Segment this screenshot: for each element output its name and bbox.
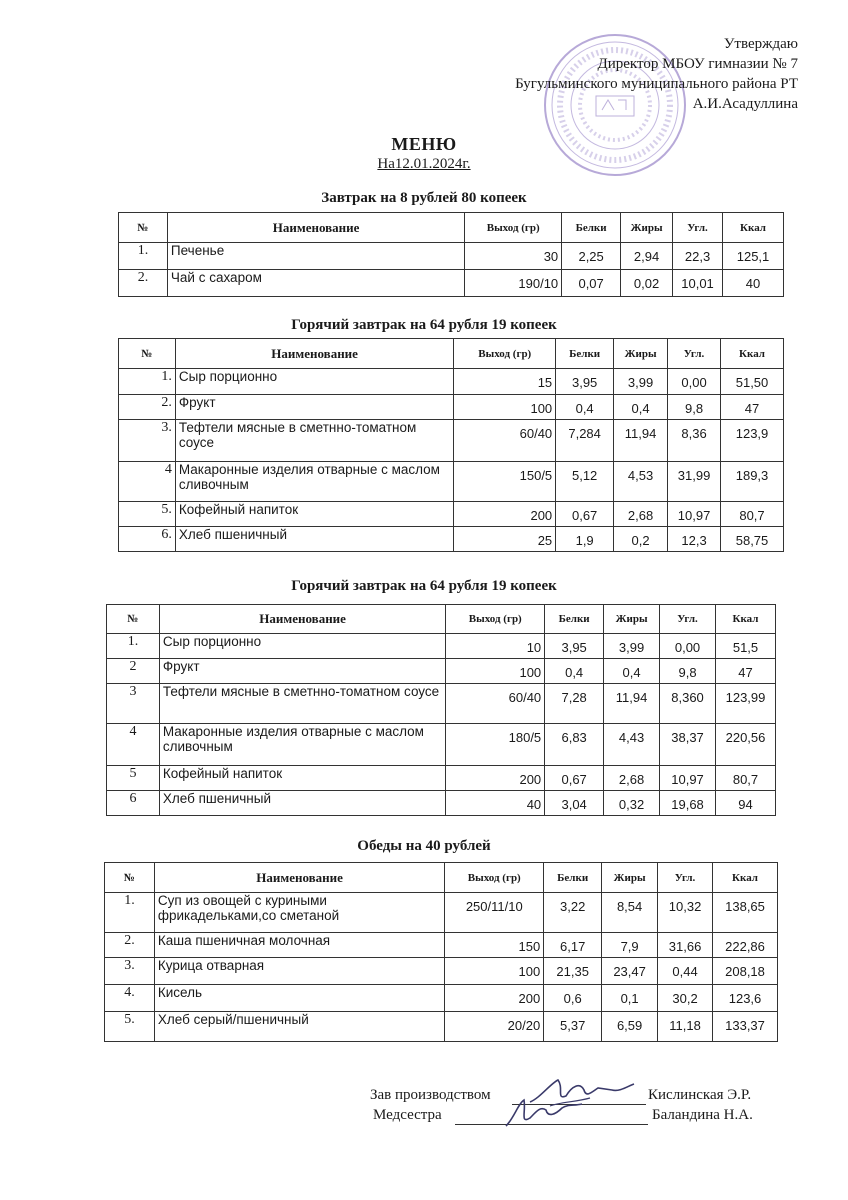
row-no: 1. xyxy=(119,243,168,270)
table-row xyxy=(107,791,776,816)
col-protein: Белки xyxy=(545,605,604,634)
row-carbs: 11,18 xyxy=(658,1012,713,1042)
table-row xyxy=(107,659,776,684)
row-protein: 0,07 xyxy=(562,270,621,297)
row-carbs: 8,360 xyxy=(660,684,716,724)
row-fat: 2,94 xyxy=(621,243,673,270)
row-carbs: 0,00 xyxy=(660,634,716,659)
row-name: Сыр порционно xyxy=(175,369,453,395)
row-protein: 0,4 xyxy=(556,395,614,420)
row-no: 5. xyxy=(119,502,176,527)
approval-director: Директор МБОУ гимназии № 7 xyxy=(597,56,798,72)
row-carbs: 31,99 xyxy=(668,462,721,502)
col-yield: Выход (гр) xyxy=(446,605,545,634)
approval-district: Бугульминского муниципального района РТ xyxy=(515,76,798,92)
col-name: Наименование xyxy=(175,339,453,369)
row-carbs: 0,00 xyxy=(668,369,721,395)
row-fat: 0,4 xyxy=(614,395,668,420)
row-yield: 100 xyxy=(446,659,545,684)
row-yield: 15 xyxy=(454,369,556,395)
row-protein: 3,04 xyxy=(545,791,604,816)
row-fat: 2,68 xyxy=(604,766,660,791)
row-name: Макаронные изделия отварные с маслом сливочным xyxy=(159,724,445,766)
row-no: 2 xyxy=(107,659,160,684)
row-protein: 7,284 xyxy=(556,420,614,462)
row-carbs: 0,44 xyxy=(658,958,713,985)
col-name: Наименование xyxy=(167,213,464,243)
row-carbs: 19,68 xyxy=(660,791,716,816)
table-row xyxy=(119,420,784,462)
row-name: Кофейный напиток xyxy=(159,766,445,791)
row-carbs: 30,2 xyxy=(658,985,713,1012)
col-kcal: Ккал xyxy=(721,339,784,369)
row-yield: 200 xyxy=(445,985,544,1012)
row-name: Курица отварная xyxy=(154,958,444,985)
title-block xyxy=(0,134,848,173)
row-kcal: 222,86 xyxy=(713,933,778,958)
row-name: Фрукт xyxy=(175,395,453,420)
handwritten-signature xyxy=(500,1094,590,1134)
row-yield: 30 xyxy=(465,243,562,270)
table-row xyxy=(119,270,784,297)
col-yield: Выход (гр) xyxy=(454,339,556,369)
row-fat: 0,32 xyxy=(604,791,660,816)
row-fat: 0,1 xyxy=(602,985,658,1012)
row-kcal: 133,37 xyxy=(713,1012,778,1042)
row-protein: 0,6 xyxy=(544,985,602,1012)
table-row xyxy=(107,684,776,724)
row-no: 4 xyxy=(107,724,160,766)
row-protein: 3,95 xyxy=(556,369,614,395)
row-fat: 11,94 xyxy=(614,420,668,462)
row-protein: 0,67 xyxy=(545,766,604,791)
row-fat: 4,43 xyxy=(604,724,660,766)
row-kcal: 51,50 xyxy=(721,369,784,395)
table-row xyxy=(119,369,784,395)
row-yield: 100 xyxy=(445,958,544,985)
table-row xyxy=(119,243,784,270)
row-kcal: 123,6 xyxy=(713,985,778,1012)
menu-table xyxy=(118,338,784,552)
col-no: № xyxy=(105,863,155,893)
row-kcal: 125,1 xyxy=(723,243,784,270)
row-protein: 5,12 xyxy=(556,462,614,502)
row-no: 4. xyxy=(105,985,155,1012)
table-row xyxy=(105,958,778,985)
row-kcal: 189,3 xyxy=(721,462,784,502)
table-row xyxy=(119,502,784,527)
row-kcal: 123,9 xyxy=(721,420,784,462)
row-yield: 20/20 xyxy=(445,1012,544,1042)
table-row xyxy=(119,395,784,420)
row-fat: 0,4 xyxy=(604,659,660,684)
signature-name-nurse: Баландина Н.А. xyxy=(652,1107,753,1123)
page-title: МЕНЮ xyxy=(391,134,457,154)
table-row xyxy=(105,985,778,1012)
approval-block xyxy=(515,34,798,114)
col-protein: Белки xyxy=(556,339,614,369)
row-carbs: 38,37 xyxy=(660,724,716,766)
row-yield: 25 xyxy=(454,527,556,552)
col-yield: Выход (гр) xyxy=(445,863,544,893)
col-protein: Белки xyxy=(562,213,621,243)
row-yield: 250/11/10 xyxy=(445,893,544,933)
section-title: Завтрак на 8 рублей 80 копеек xyxy=(321,190,527,206)
row-no: 1. xyxy=(105,893,155,933)
row-carbs: 10,01 xyxy=(673,270,723,297)
col-name: Наименование xyxy=(159,605,445,634)
row-kcal: 80,7 xyxy=(721,502,784,527)
row-fat: 8,54 xyxy=(602,893,658,933)
row-protein: 6,83 xyxy=(545,724,604,766)
row-protein: 5,37 xyxy=(544,1012,602,1042)
row-no: 3 xyxy=(107,684,160,724)
col-no: № xyxy=(107,605,160,634)
row-protein: 2,25 xyxy=(562,243,621,270)
row-name: Кофейный напиток xyxy=(175,502,453,527)
row-yield: 180/5 xyxy=(446,724,545,766)
row-name: Тефтели мясные в сметнно-томатном соусе xyxy=(175,420,453,462)
row-protein: 1,9 xyxy=(556,527,614,552)
approval-director-name: А.И.Асадуллина xyxy=(692,96,798,112)
row-protein: 7,28 xyxy=(545,684,604,724)
row-protein: 0,4 xyxy=(545,659,604,684)
menu-table xyxy=(106,604,776,816)
row-carbs: 10,97 xyxy=(668,502,721,527)
row-yield: 60/40 xyxy=(446,684,545,724)
row-carbs: 9,8 xyxy=(660,659,716,684)
row-kcal: 51,5 xyxy=(716,634,776,659)
section-title: Обеды на 40 рублей xyxy=(357,838,491,854)
row-name: Хлеб пшеничный xyxy=(159,791,445,816)
row-fat: 0,2 xyxy=(614,527,668,552)
table-row xyxy=(105,933,778,958)
row-no: 4 xyxy=(119,462,176,502)
row-no: 2. xyxy=(119,270,168,297)
row-name: Суп из овощей с куриными фрикадельками,со сметаной xyxy=(154,893,444,933)
col-no: № xyxy=(119,339,176,369)
col-kcal: Ккал xyxy=(723,213,784,243)
row-no: 6 xyxy=(107,791,160,816)
row-kcal: 80,7 xyxy=(716,766,776,791)
row-yield: 200 xyxy=(454,502,556,527)
col-kcal: Ккал xyxy=(713,863,778,893)
approval-label: Утверждаю xyxy=(723,36,798,52)
table-row xyxy=(107,634,776,659)
table-row xyxy=(107,766,776,791)
row-protein: 21,35 xyxy=(544,958,602,985)
col-fat: Жиры xyxy=(621,213,673,243)
col-fat: Жиры xyxy=(602,863,658,893)
row-kcal: 94 xyxy=(716,791,776,816)
row-no: 3. xyxy=(119,420,176,462)
row-carbs: 10,32 xyxy=(658,893,713,933)
row-no: 2. xyxy=(105,933,155,958)
row-kcal: 123,99 xyxy=(716,684,776,724)
section-title: Горячий завтрак на 64 рубля 19 копеек xyxy=(291,578,557,594)
menu-table xyxy=(118,212,784,297)
row-kcal: 47 xyxy=(716,659,776,684)
row-carbs: 22,3 xyxy=(673,243,723,270)
table-row xyxy=(107,724,776,766)
row-no: 6. xyxy=(119,527,176,552)
row-fat: 3,99 xyxy=(614,369,668,395)
row-protein: 6,17 xyxy=(544,933,602,958)
row-no: 5. xyxy=(105,1012,155,1042)
row-no: 5 xyxy=(107,766,160,791)
row-fat: 6,59 xyxy=(602,1012,658,1042)
row-carbs: 9,8 xyxy=(668,395,721,420)
col-carbs: Угл. xyxy=(668,339,721,369)
row-kcal: 47 xyxy=(721,395,784,420)
col-fat: Жиры xyxy=(604,605,660,634)
row-kcal: 58,75 xyxy=(721,527,784,552)
row-yield: 200 xyxy=(446,766,545,791)
table-row xyxy=(119,527,784,552)
row-fat: 0,02 xyxy=(621,270,673,297)
row-kcal: 208,18 xyxy=(713,958,778,985)
row-name: Макаронные изделия отварные с маслом сливочным xyxy=(175,462,453,502)
row-protein: 0,67 xyxy=(556,502,614,527)
row-yield: 10 xyxy=(446,634,545,659)
row-fat: 4,53 xyxy=(614,462,668,502)
row-yield: 40 xyxy=(446,791,545,816)
row-no: 2. xyxy=(119,395,176,420)
row-protein: 3,95 xyxy=(545,634,604,659)
row-no: 1. xyxy=(107,634,160,659)
row-carbs: 8,36 xyxy=(668,420,721,462)
row-name: Кисель xyxy=(154,985,444,1012)
row-protein: 3,22 xyxy=(544,893,602,933)
row-name: Печенье xyxy=(167,243,464,270)
row-kcal: 40 xyxy=(723,270,784,297)
row-yield: 100 xyxy=(454,395,556,420)
row-yield: 150 xyxy=(445,933,544,958)
col-carbs: Угл. xyxy=(658,863,713,893)
section-title: Горячий завтрак на 64 рубля 19 копеек xyxy=(291,317,557,333)
col-fat: Жиры xyxy=(614,339,668,369)
row-kcal: 220,56 xyxy=(716,724,776,766)
col-kcal: Ккал xyxy=(716,605,776,634)
table-row xyxy=(105,893,778,933)
row-carbs: 10,97 xyxy=(660,766,716,791)
row-fat: 7,9 xyxy=(602,933,658,958)
row-name: Сыр порционно xyxy=(159,634,445,659)
row-fat: 3,99 xyxy=(604,634,660,659)
col-carbs: Угл. xyxy=(660,605,716,634)
row-no: 1. xyxy=(119,369,176,395)
row-name: Хлеб серый/пшеничный xyxy=(154,1012,444,1042)
signature-role-chef: Зав производством xyxy=(370,1087,491,1103)
row-no: 3. xyxy=(105,958,155,985)
row-fat: 11,94 xyxy=(604,684,660,724)
col-carbs: Угл. xyxy=(673,213,723,243)
row-carbs: 12,3 xyxy=(668,527,721,552)
table-row xyxy=(105,1012,778,1042)
row-yield: 150/5 xyxy=(454,462,556,502)
row-yield: 60/40 xyxy=(454,420,556,462)
row-carbs: 31,66 xyxy=(658,933,713,958)
row-name: Хлеб пшеничный xyxy=(175,527,453,552)
signature-role-nurse: Медсестра xyxy=(373,1107,442,1123)
col-yield: Выход (гр) xyxy=(465,213,562,243)
row-name: Каша пшеничная молочная xyxy=(154,933,444,958)
col-no: № xyxy=(119,213,168,243)
row-yield: 190/10 xyxy=(465,270,562,297)
menu-date: На12.01.2024г. xyxy=(377,156,471,172)
row-fat: 2,68 xyxy=(614,502,668,527)
row-name: Тефтели мясные в сметнно-томатном соусе xyxy=(159,684,445,724)
table-row xyxy=(119,462,784,502)
col-name: Наименование xyxy=(154,863,444,893)
menu-table xyxy=(104,862,778,1042)
signature-name-chef: Кислинская Э.Р. xyxy=(648,1087,752,1103)
row-fat: 23,47 xyxy=(602,958,658,985)
row-kcal: 138,65 xyxy=(713,893,778,933)
row-name: Фрукт xyxy=(159,659,445,684)
col-protein: Белки xyxy=(544,863,602,893)
row-name: Чай с сахаром xyxy=(167,270,464,297)
